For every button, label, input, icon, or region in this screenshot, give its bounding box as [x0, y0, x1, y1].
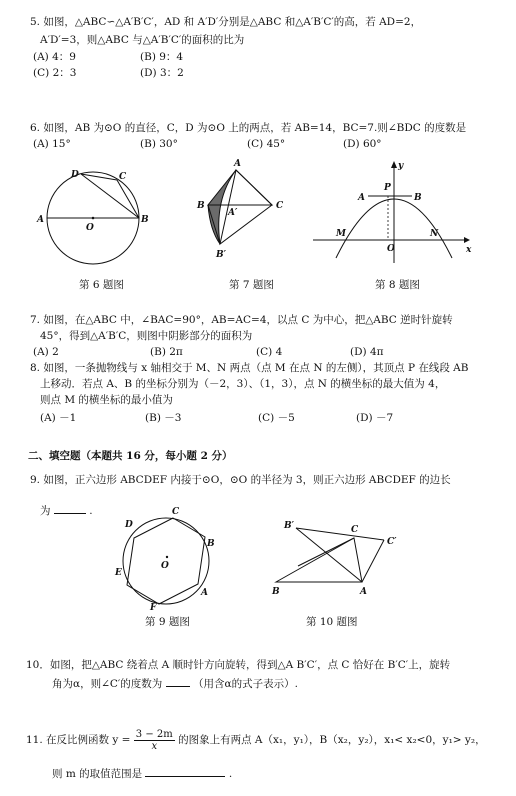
- q9-line2-end: .: [89, 505, 93, 517]
- q8-option-b: (B) －3: [145, 412, 182, 424]
- q7-option-a: (A) 2: [33, 346, 59, 358]
- section-2-title: 二、填空题（本题共 16 分，每小题 2 分）: [28, 450, 233, 462]
- fig8-label-a: A: [358, 193, 365, 203]
- fig7-label-c: C: [276, 201, 284, 211]
- q9-line2-text: 为: [40, 505, 51, 517]
- q9-answer-blank[interactable]: [54, 502, 86, 514]
- q11-answer-blank[interactable]: [145, 765, 225, 777]
- q5-line2: A′D′=3，则△ABC 与△A′B′C′的面积的比为: [40, 34, 245, 46]
- q5-option-a: (A) 4：9: [33, 51, 76, 63]
- fig8-label-p: P: [384, 183, 391, 193]
- q10-line2-text: 角为α，则∠C′的度数为: [52, 678, 163, 690]
- q6-line1: 6. 如图，AB 为⊙O 的直径，C，D 为⊙O 上的两点，若 AB=14，BC=7.则∠BDC 的度数是: [30, 122, 467, 134]
- figure-7-diagram: [188, 160, 298, 275]
- figure-9-caption: 第 9 题图: [145, 616, 190, 628]
- fig8-label-n: N: [430, 229, 439, 239]
- q10-line2-end: （用含α的式子表示）.: [193, 678, 298, 690]
- fig8-label-b: B: [414, 193, 422, 203]
- q11-line1-prefix: 11. 在反比例函数 y =: [26, 734, 131, 746]
- q10-line1: 10．如图，把△ABC 绕着点 A 顺时针方向旋转，得到△A B′C′，点 C 恰好在 B′C′上，旋转: [26, 659, 451, 671]
- fig10-label-c: C: [351, 525, 359, 535]
- q6-option-b: (B) 30°: [140, 138, 178, 150]
- q11-fraction: [134, 729, 175, 752]
- q9-line2: [40, 502, 93, 518]
- fig9-label-d: D: [125, 520, 133, 530]
- fig10-label-b-prime: B′: [284, 521, 294, 531]
- q5-line1: 5. 如图，△ABC∽△A′B′C′，AD 和 A′D′分别是△ABC 和△A′B′C′的高，若 AD=2，: [30, 16, 422, 28]
- fig10-label-b: B: [272, 587, 280, 597]
- q7-option-d: (D) 4π: [350, 346, 384, 358]
- q11-fraction-numerator: 3 − 2m: [135, 728, 173, 740]
- q8-option-a: (A) －1: [40, 412, 77, 424]
- fig9-label-a: A: [201, 588, 208, 598]
- q11-line2-end: .: [228, 768, 233, 780]
- q11-line1: [26, 727, 486, 753]
- fig8-label-y: y: [398, 161, 404, 171]
- figure-8-diagram: [308, 158, 478, 268]
- figure-7-caption: 第 7 题图: [229, 279, 274, 291]
- q7-line1: 7. 如图，在△ABC 中，∠BAC=90°，AB=AC=4，以点 C 为中心，把△ABC 逆时针旋转: [30, 314, 453, 326]
- q8-option-d: (D) －7: [356, 412, 394, 424]
- fig7-label-a: A: [234, 159, 241, 169]
- fig10-label-a: A: [360, 587, 367, 597]
- fig8-label-x: x: [466, 245, 472, 255]
- q6-option-c: (C) 45°: [247, 138, 286, 150]
- fig9-label-b: B: [207, 539, 215, 549]
- q8-line2: 上移动．若点 A、B 的坐标分别为（－2，3）、（1，3），点 N 的横坐标的最大值为 4，: [40, 378, 446, 390]
- q8-option-c: (C) －5: [258, 412, 295, 424]
- q10-line2: [52, 675, 298, 691]
- fig10-label-c-prime: C′: [387, 537, 397, 547]
- q8-line1: 8. 如图，一条抛物线与 x 轴相交于 M、N 两点（点 M 在点 N 的左侧），其顶点 P 在线段 AB: [30, 362, 469, 374]
- figure-9-diagram: [112, 505, 222, 613]
- q5-option-d: (D) 3：2: [140, 67, 184, 79]
- fig6-label-o: O: [86, 223, 94, 233]
- fig6-label-c: C: [119, 172, 127, 182]
- fig9-label-f: F: [150, 603, 157, 613]
- q11-line2-text: 则 m 的取值范围是: [52, 768, 143, 780]
- figure-6-caption: 第 6 题图: [79, 279, 124, 291]
- fig7-label-b-prime: B′: [216, 250, 226, 260]
- figure-8-caption: 第 8 题图: [375, 279, 420, 291]
- fig6-label-a: A: [37, 215, 44, 225]
- fig7-label-a-prime: A′: [228, 208, 238, 218]
- fig8-label-m: M: [336, 229, 346, 239]
- q11-fraction-denominator: x: [151, 740, 158, 752]
- fig9-label-e: E: [115, 568, 122, 578]
- q7-line2: 45°，得到△A′B′C，则图中阴影部分的面积为: [40, 330, 253, 342]
- figure-10-caption: 第 10 题图: [306, 616, 358, 628]
- fig9-label-o: O: [161, 561, 169, 571]
- figure-10-diagram: [268, 518, 408, 600]
- fig9-label-c: C: [172, 507, 180, 517]
- q9-line1: 9. 如图，正六边形 ABCDEF 内接于⊙O，⊙O 的半径为 3，则正六边形 ABCDEF 的边长: [30, 474, 451, 486]
- fig8-label-o: O: [387, 244, 395, 254]
- q7-option-b: (B) 2π: [150, 346, 183, 358]
- q11-line2: [52, 765, 232, 781]
- q10-answer-blank[interactable]: [166, 675, 190, 687]
- q5-option-c: (C) 2：3: [33, 67, 77, 79]
- fig6-label-b: B: [141, 215, 149, 225]
- figure-6-diagram: [30, 160, 170, 275]
- fig7-label-b: B: [197, 201, 205, 211]
- q8-line3: 则点 M 的横坐标的最小值为: [40, 394, 173, 406]
- q11-line1-suffix: 的图象上有两点 A（x₁，y₁），B（x₂，y₂），x₁< x₂<0，y₁> y₂，: [178, 734, 486, 746]
- q6-option-a: (A) 15°: [33, 138, 71, 150]
- fig6-label-d: D: [71, 170, 79, 180]
- q6-option-d: (D) 60°: [343, 138, 382, 150]
- q7-option-c: (C) 4: [256, 346, 283, 358]
- q5-option-b: (B) 9：4: [140, 51, 184, 63]
